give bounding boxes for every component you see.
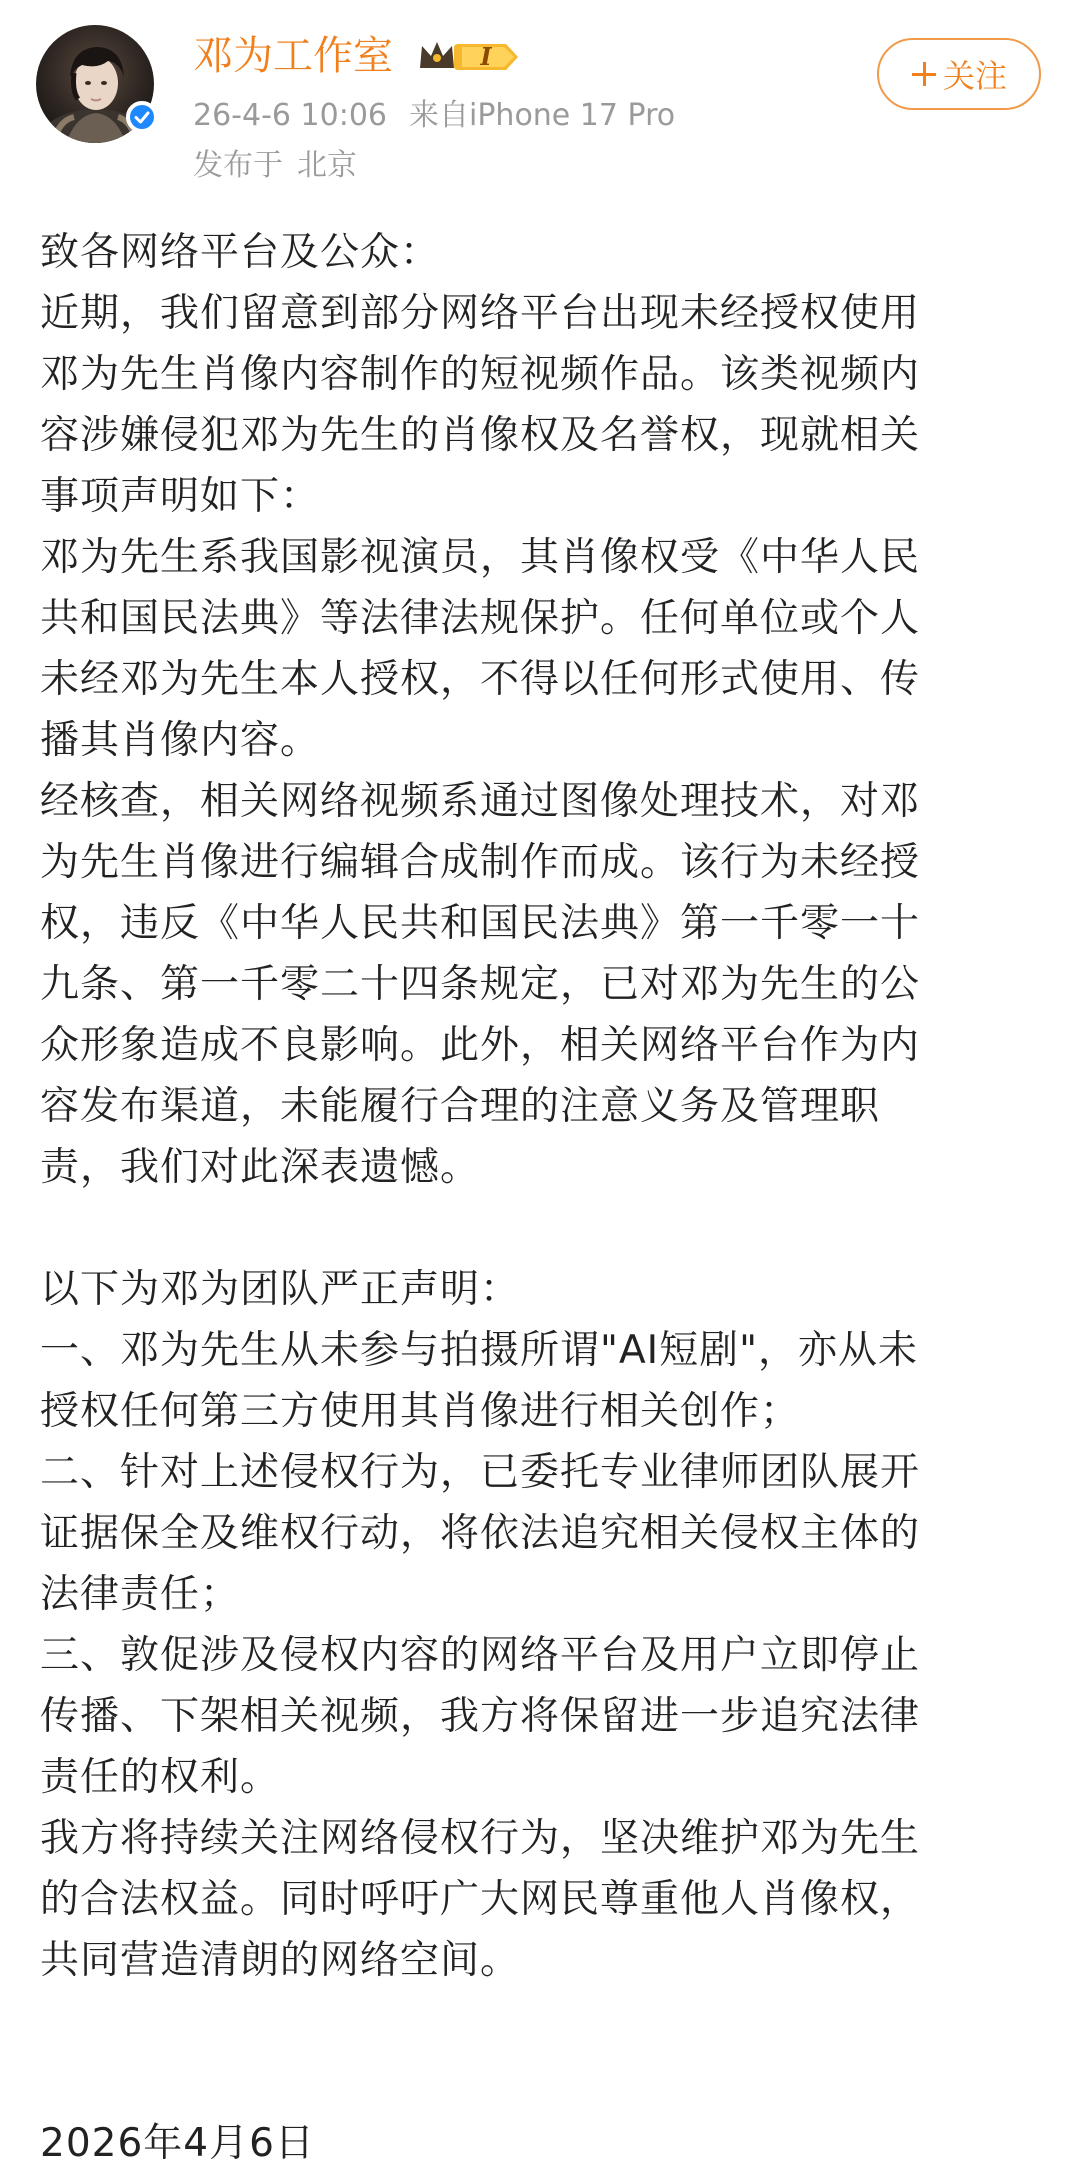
member-badge[interactable]	[418, 38, 522, 76]
paragraph-gap	[40, 1991, 1040, 2052]
paragraph-gap	[40, 2052, 1040, 2113]
follow-button[interactable]	[877, 38, 1041, 110]
verified-check-icon	[126, 101, 158, 133]
avatar[interactable]	[36, 25, 154, 143]
post-timestamp: 26-4-6 10:06	[193, 98, 387, 133]
post-line: 证据保全及维权行动，将依法追究相关侵权主体的	[40, 1511, 921, 1556]
post-line: 我方将持续关注网络侵权行为，坚决维护邓为先生	[40, 1816, 921, 1861]
post-line: 三、敦促涉及侵权内容的网络平台及用户立即停止	[40, 1633, 921, 1678]
post-line: 邓为先生肖像内容制作的短视频作品。该类视频内	[40, 352, 921, 397]
plus-icon	[911, 61, 937, 87]
follow-label: 关注	[942, 57, 1007, 95]
post-line: 容发布渠道，未能履行合理的注意义务及管理职	[40, 1084, 881, 1129]
post-line: 一、邓为先生从未参与拍摄所谓"AI短剧"，亦从未	[40, 1328, 919, 1373]
post-line: 容涉嫌侵犯邓为先生的肖像权及名誉权，现就相关	[40, 413, 921, 458]
post-line: 未经邓为先生本人授权，不得以任何形式使用、传	[40, 657, 921, 702]
post-date: 2026年4月6日	[40, 2121, 315, 2166]
post-header	[0, 0, 1080, 200]
post-line: 的合法权益。同时呼吁广大网民尊重他人肖像权，	[40, 1877, 921, 1922]
post-location	[193, 146, 357, 186]
paragraph-gap	[40, 1198, 1040, 1259]
post-line: 众形象造成不良影响。此外，相关网络平台作为内	[40, 1023, 921, 1068]
post-line: 以下为邓为团队严正声明：	[40, 1267, 521, 1312]
post-body	[40, 222, 1040, 2174]
post-line: 共同营造清朗的网络空间。	[40, 1938, 521, 1983]
post-line: 权，违反《中华人民共和国民法典》第一千零一十	[40, 901, 921, 946]
post-line: 二、针对上述侵权行为，已委托专业律师团队展开	[40, 1450, 921, 1495]
post-line: 事项声明如下：	[40, 474, 321, 519]
post-line: 九条、第一千零二十四条规定，已对邓为先生的公	[40, 962, 921, 1007]
post-line: 致各网络平台及公众：	[40, 230, 441, 275]
post-line: 法律责任；	[40, 1572, 241, 1617]
location-label: 发布于	[193, 148, 283, 183]
post-line: 邓为先生系我国影视演员，其肖像权受《中华人民	[40, 535, 921, 580]
post-line: 传播、下架相关视频，我方将保留进一步追究法律	[40, 1694, 921, 1739]
post-line: 为先生肖像进行编辑合成制作而成。该行为未经授	[40, 840, 921, 885]
post-line: 责，我们对此深表遗憾。	[40, 1145, 481, 1190]
post-line: 共和国民法典》等法律法规保护。任何单位或个人	[40, 596, 921, 641]
post-line: 播其肖像内容。	[40, 718, 321, 763]
post-meta	[193, 96, 675, 136]
post-line: 近期，我们留意到部分网络平台出现未经授权使用	[40, 291, 921, 336]
post-source: 来自iPhone 17 Pro	[409, 98, 676, 133]
post-line: 经核查，相关网络视频系通过图像处理技术，对邓	[40, 779, 921, 824]
post-line: 授权任何第三方使用其肖像进行相关创作；	[40, 1389, 801, 1434]
member-level: I	[480, 42, 492, 71]
location-value[interactable]: 北京	[297, 148, 357, 183]
post-line: 责任的权利。	[40, 1755, 281, 1800]
user-name[interactable]: 邓为工作室	[193, 33, 393, 79]
